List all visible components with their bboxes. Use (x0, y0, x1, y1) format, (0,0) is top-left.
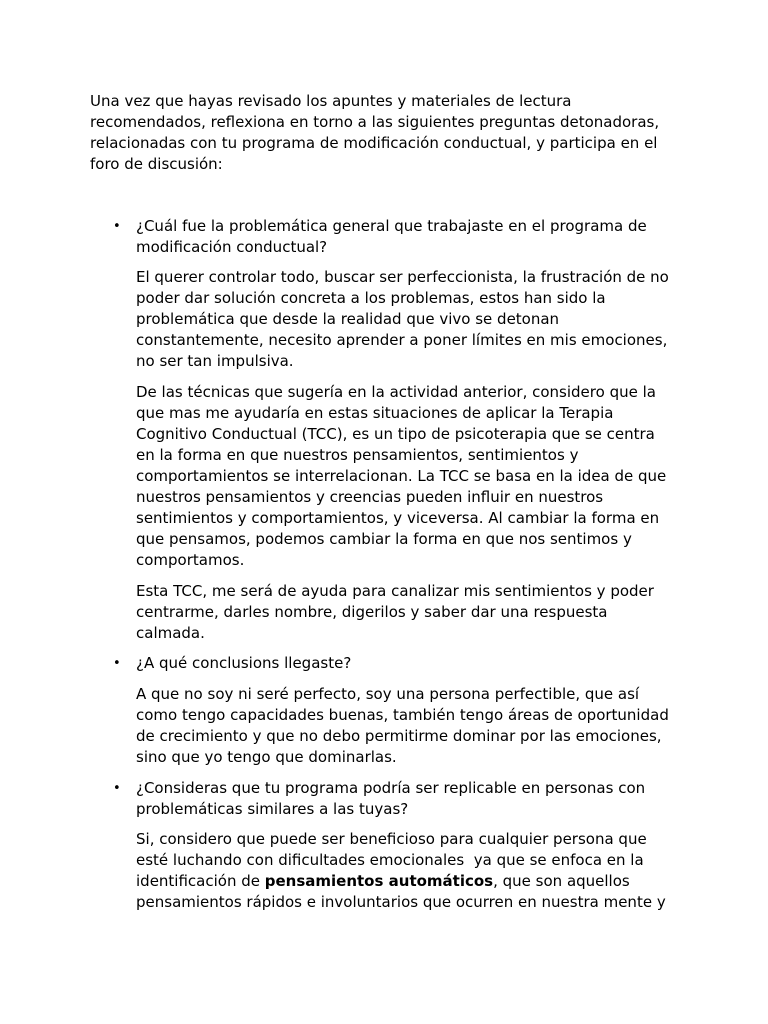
question-item (113, 653, 669, 674)
intro-paragraph (90, 91, 659, 175)
answer-line: como tengo capacidades buenas, también tengo áreas de oportunidad (136, 705, 669, 724)
answer-line: Si, considero que puede ser beneficioso para cualquier persona que (136, 830, 647, 849)
answer-line: en la forma en que nuestros pensamientos, sentimientos y (136, 445, 579, 464)
intro-line: recomendados, reflexiona en torno a las siguientes preguntas detonadoras, (90, 112, 660, 131)
answer-paragraph (136, 267, 669, 372)
intro-line: Una vez que hayas revisado los apuntes y materiales de lectura (90, 91, 572, 110)
answer-line: comportamos. (136, 550, 245, 569)
bullet-icon: • (113, 656, 121, 672)
answer-paragraph (136, 684, 669, 768)
answer-paragraph (136, 382, 669, 571)
question-line: ¿Consideras que tu programa podría ser replicable en personas con (136, 778, 646, 797)
answer-line: comportamientos se interrelacionan. La TCC se basa en la idea de que (136, 466, 667, 485)
answer-line: calmada. (136, 623, 205, 642)
question-line: ¿A qué conclusions llegaste? (136, 654, 352, 673)
answer-line: que mas me ayudaría en estas situaciones de aplicar la Terapia (136, 403, 614, 422)
bullet-icon: • (113, 218, 121, 234)
answer-line: poder dar solución concreta a los problemas, estos han sido la (136, 289, 606, 308)
answer-line: De las técnicas que sugería en la actividad anterior, considero que la (136, 382, 656, 401)
answer-line (136, 871, 669, 892)
question-line: modificación conductual? (136, 237, 328, 256)
question-item (113, 216, 669, 258)
answer-text: , que son aquellos (493, 872, 630, 891)
intro-line: relacionadas con tu programa de modificación conductual, y participa en el (90, 133, 658, 152)
answer-line: no ser tan impulsiva. (136, 352, 294, 371)
answer-line: El querer controlar todo, buscar ser perfeccionista, la frustración de no (136, 268, 669, 287)
answer-paragraph (136, 581, 669, 644)
answer-line: Cognitivo Conductual (TCC), es un tipo de psicoterapia que se centra (136, 424, 655, 443)
intro-line: foro de discusión: (90, 154, 223, 173)
answer-line: Esta TCC, me será de ayuda para canalizar mis sentimientos y poder (136, 581, 654, 600)
answer-line: problemática que desde la realidad que vivo se detonan (136, 310, 560, 329)
answer-line: esté luchando con dificultades emocionales ya que se enfoca en la (136, 851, 644, 870)
question-list (113, 216, 669, 924)
question-line: ¿Cuál fue la problemática general que trabajaste en el programa de (136, 216, 647, 235)
bold-term: pensamientos automáticos (264, 872, 494, 891)
question-line: problemáticas similares a las tuyas? (136, 799, 409, 818)
question-item (113, 778, 669, 820)
answer-line: pensamientos rápidos e involuntarios que ocurren en nuestra mente y (136, 893, 666, 912)
answer-line: que pensamos, podemos cambiar la forma en que nos sentimos y (136, 529, 632, 548)
answer-text: identificación de (136, 872, 265, 891)
answer-line: nuestros pensamientos y creencias pueden influir en nuestros (136, 487, 604, 506)
answer-line: de crecimiento y que no debo permitirme dominar por las emociones, (136, 726, 662, 745)
answer-line: constantemente, necesito aprender a poner límites en mis emociones, (136, 331, 668, 350)
answer-line: sentimientos y comportamientos, y viceversa. Al cambiar la forma en (136, 508, 660, 527)
answer-line: sino que yo tengo que dominarlas. (136, 747, 397, 766)
answer-paragraph (136, 829, 669, 913)
bullet-icon: • (113, 780, 121, 796)
answer-line: centrarme, darles nombre, digerilos y saber dar una respuesta (136, 602, 608, 621)
answer-line: A que no soy ni seré perfecto, soy una persona perfectible, que así (136, 684, 640, 703)
